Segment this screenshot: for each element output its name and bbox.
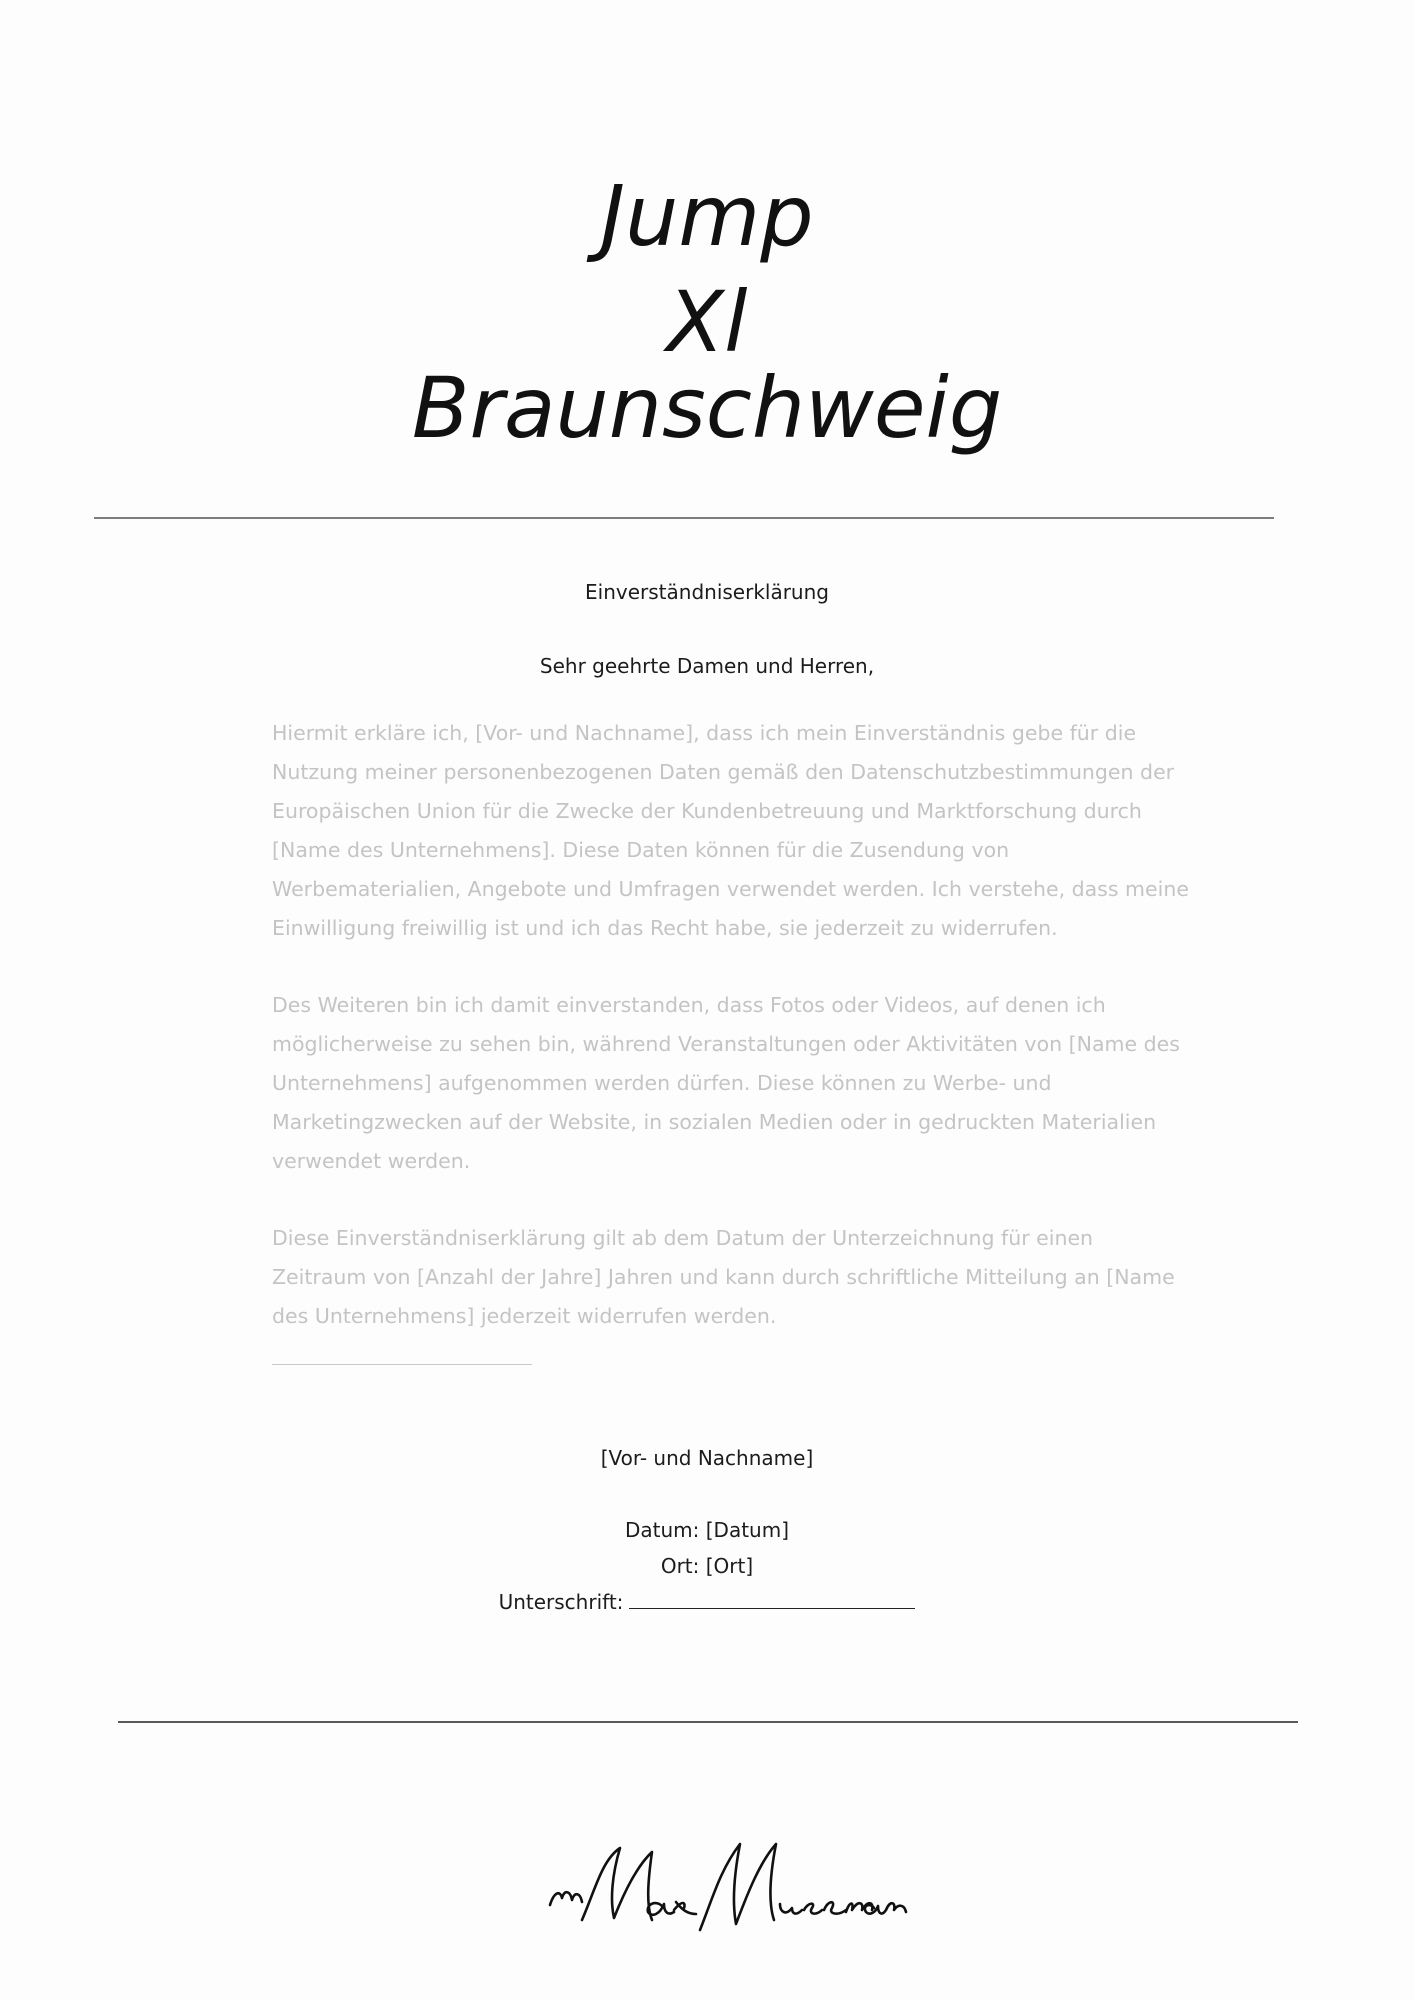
- paragraph-consent-media: Des Weiteren bin ich damit einverstanden, dass Fotos oder Videos, auf denen ich möglicherweise zu sehen bin, während Veranstaltungen oder Aktivitäten von [Name des Unternehmens] aufgenommen werden dürfen. Diese können zu Werbe- und Marketingzwecken auf der Website, in sozialen Medien oder in gedruckten Materialien verwendet werden.: [272, 993, 1180, 1173]
- signature-field: [0, 1590, 1414, 1614]
- date-line: Datum: [Datum]: [624, 1518, 789, 1542]
- title-line-2: Xl: [666, 273, 748, 371]
- signature-label: Unterschrift:: [498, 1590, 624, 1614]
- paragraph-validity: Diese Einverständniserklärung gilt ab dem Datum der Unterzeichnung für einen Zeitraum von [Anzahl der Jahre] Jahren und kann durch schriftliche Mitteilung an [Name des Unternehmens] jederzeit widerrufen werden.: [272, 1226, 1175, 1328]
- paragraph-consent-data: Hiermit erkläre ich, [Vor- und Nachname], dass ich mein Einverständnis gebe für die Nutzung meiner personenbezogenen Daten gemäß den Datenschutzbestimmungen der Europäischen Union für die Zwecke der Kundenbetreuung und Marktforschung durch [Name des Unternehmens]. Diese Daten können für die Zusendung von Werbematerialien, Angebote und Umfragen verwendet werden. Ich verstehe, dass meine Einwilligung freiwillig ist und ich das Recht habe, sie jederzeit zu widerrufen.: [272, 721, 1189, 940]
- signature-text: m Max Musrerman: [540, 1948, 549, 1949]
- top-divider: [94, 517, 1274, 519]
- signature-blank-line[interactable]: [629, 1590, 915, 1609]
- bottom-divider: [118, 1721, 1298, 1723]
- title-line-1: Jump: [600, 167, 814, 265]
- document-heading: Einverständniserklärung: [585, 580, 829, 604]
- salutation: Sehr geehrte Damen und Herren,: [539, 654, 875, 678]
- name-placeholder: [Vor- und Nachname]: [600, 1446, 814, 1470]
- short-divider: [272, 1364, 532, 1365]
- handwritten-signature: [540, 1830, 920, 1950]
- title-line-3: Braunschweig: [411, 359, 1003, 457]
- place-line: Ort: [Ort]: [660, 1554, 754, 1578]
